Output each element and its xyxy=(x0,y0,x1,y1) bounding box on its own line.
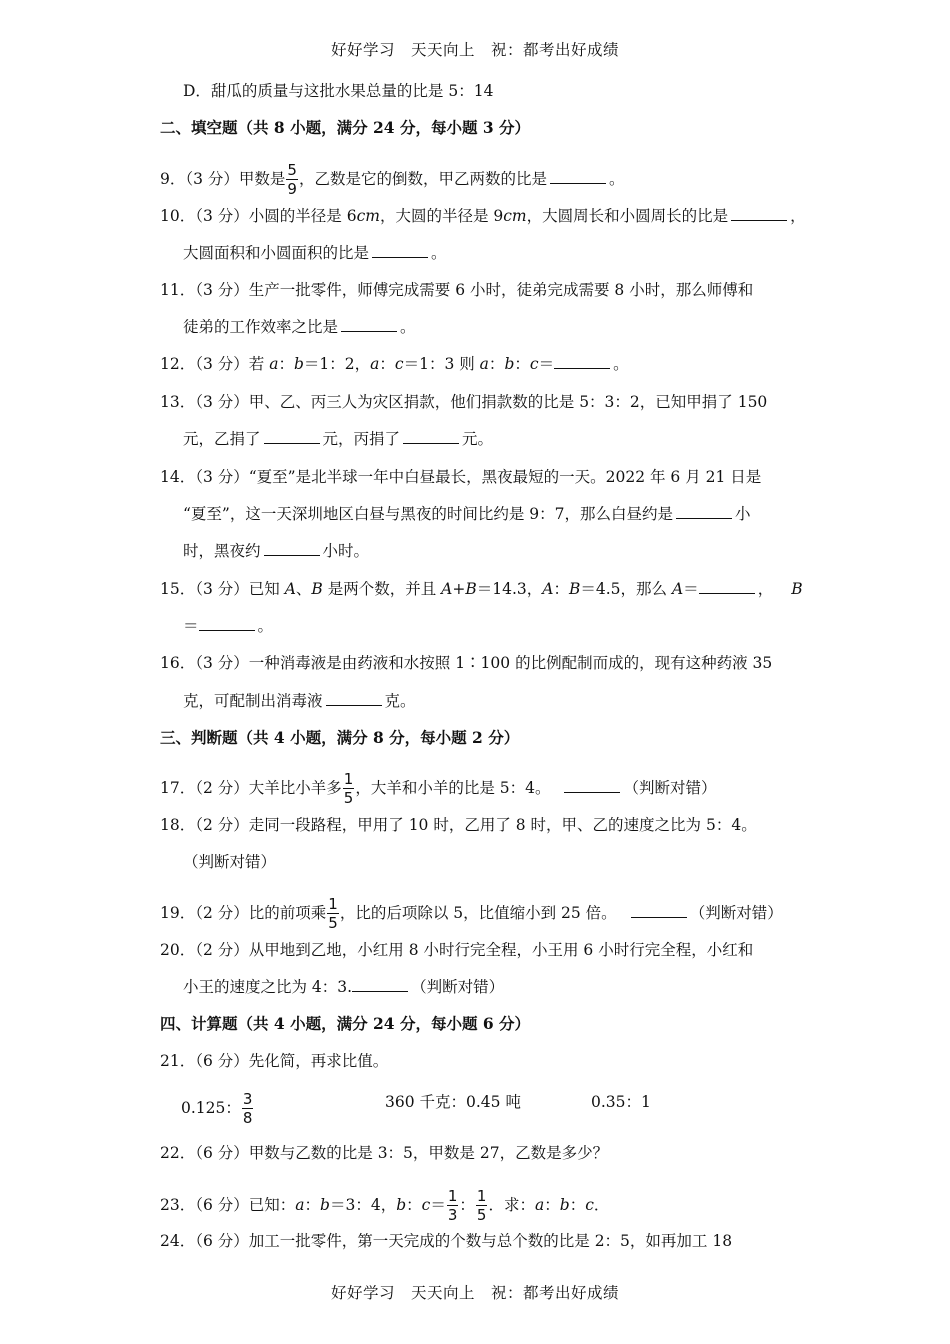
question-20-line1 xyxy=(160,939,753,961)
question-15-line1 xyxy=(160,578,803,600)
q23-colon: ： xyxy=(459,1196,475,1214)
question-17 xyxy=(160,772,716,806)
q14-answer-blank-1[interactable] xyxy=(676,504,732,519)
page-footer xyxy=(0,1281,950,1303)
question-10-line2 xyxy=(183,242,447,264)
q23-frac1-den: 3 xyxy=(447,1206,458,1224)
question-21-line1 xyxy=(160,1050,388,1072)
q11-line1-text: 11．（3 分）生产一批零件，师傅完成需要 6 小时，徒弟完成需要 8 小时，那么师傅和 xyxy=(160,281,754,299)
q15-var-A: A xyxy=(542,580,554,598)
q19-fraction xyxy=(327,897,339,931)
q15-text: ＝14.3， xyxy=(476,580,543,598)
section2-title-text: 二、填空题（共 8 小题，满分 24 分，每小题 3 分） xyxy=(160,118,531,137)
q11-line2-end: 。 xyxy=(400,318,416,336)
q21-frac-den: 8 xyxy=(242,1109,253,1127)
question-16-line1 xyxy=(160,652,772,674)
section3-title-text: 三、判断题（共 4 小题，满分 8 分，每小题 2 分） xyxy=(160,728,520,747)
q23-var-c: c xyxy=(585,1196,594,1214)
q12-var-a: a xyxy=(370,355,380,373)
question-12 xyxy=(160,353,629,375)
question-15-line2 xyxy=(183,615,273,637)
question-23 xyxy=(160,1189,609,1223)
q15-line2-equals: ＝ xyxy=(183,617,199,635)
q15-var-B: B xyxy=(791,580,803,598)
q9-text-b: ，乙数是它的倒数，甲乙两数的比是 xyxy=(298,170,547,188)
question-20-line2 xyxy=(183,976,504,998)
q12-colon: ： xyxy=(514,355,530,373)
q12-var-a: a xyxy=(269,355,279,373)
q17-answer-blank[interactable] xyxy=(564,778,620,793)
q21-expr2-text: 360 千克：0.45 吨 xyxy=(385,1093,521,1111)
q23-colon: ： xyxy=(304,1196,321,1214)
q8-option-d-text: D．甜瓜的质量与这批水果总量的比是 5：14 xyxy=(183,82,494,100)
q20-line2-text: 小王的速度之比为 4：3. xyxy=(183,978,353,996)
q12-colon: ： xyxy=(379,355,395,373)
header-motto-mid: 天天向上 xyxy=(410,41,475,59)
header-motto-left: 好好学习 xyxy=(330,41,395,59)
q10-line2-end: 。 xyxy=(431,244,447,262)
q21-expr1-fraction xyxy=(242,1092,254,1126)
q13-answer-blank-2[interactable] xyxy=(403,429,459,444)
q20-line2-end: （判断对错） xyxy=(411,978,505,996)
question-13-line1 xyxy=(160,391,767,413)
question-18-line1 xyxy=(160,814,757,836)
question-10-line1 xyxy=(160,205,806,227)
q17-frac-den: 5 xyxy=(343,789,354,807)
q21-expression-3 xyxy=(591,1091,651,1113)
q12-var-b: b xyxy=(293,355,304,373)
footer-motto-left: 好好学习 xyxy=(330,1284,395,1302)
question-24-line1 xyxy=(160,1230,732,1252)
q12-colon: ： xyxy=(488,355,505,373)
question-13-line2 xyxy=(183,428,493,450)
q23-var-b: b xyxy=(320,1196,330,1214)
q12-equals: ＝ xyxy=(538,355,555,373)
q12-var-c: c xyxy=(529,355,539,373)
q23-frac1-num: 1 xyxy=(447,1187,458,1205)
q23-frac2-den: 5 xyxy=(476,1206,487,1224)
q15-var-A: A xyxy=(284,580,296,598)
q12-var-b: b xyxy=(504,355,515,373)
q19-frac-den: 5 xyxy=(328,914,338,932)
q13-line2-text-b: 元，丙捐了 xyxy=(322,430,401,448)
q9-frac-den: 9 xyxy=(287,180,297,198)
q13-answer-blank-1[interactable] xyxy=(264,429,320,444)
q11-answer-blank[interactable] xyxy=(341,317,397,332)
q13-line2-text-a: 元，乙捐了 xyxy=(183,430,261,448)
q15-var-B: B xyxy=(465,580,477,598)
q15-var-A: A xyxy=(671,580,684,598)
q19-text-c: （判断对错） xyxy=(689,904,783,922)
q15-var-A: A xyxy=(441,580,453,598)
q10-text-c: ，大圆周长和小圆周长的比是 xyxy=(526,207,729,225)
q23-colon: ： xyxy=(406,1196,422,1214)
question-19 xyxy=(160,897,783,931)
footer-motto-right: 祝：都考出好成绩 xyxy=(491,1284,620,1302)
section4-title-text: 四、计算题（共 4 小题，满分 24 分，每小题 6 分） xyxy=(160,1014,531,1033)
q16-line1-text: 16．（3 分）一种消毒液是由药液和水按照 1∶100 的比例配制而成的，现有这种药液 35 xyxy=(160,654,773,672)
q18-line1-text: 18．（2 分）走同一段路程，甲用了 10 时，乙用了 8 时，甲、乙的速度之比为 5：4。 xyxy=(160,816,757,834)
q19-text-a: 19．（2 分）比的前项乘 xyxy=(160,904,327,922)
q15-answer-blank-2[interactable] xyxy=(199,616,255,631)
q11-line2-text: 徒弟的工作效率之比是 xyxy=(183,318,339,336)
q15-text: 、 xyxy=(295,580,312,598)
q23-text: 23．（6 分）已知： xyxy=(160,1196,296,1214)
section3-title xyxy=(160,727,519,749)
q21-line1-text: 21．（6 分）先化简，再求比值。 xyxy=(160,1052,389,1070)
q22-text: 22．（6 分）甲数与乙数的比是 3：5，甲数是 27，乙数是多少？ xyxy=(160,1144,609,1162)
q23-var-b: b xyxy=(559,1196,570,1214)
q21-expr3-text: 0.35：1 xyxy=(591,1093,651,1111)
q17-frac-num: 1 xyxy=(343,770,354,788)
q23-colon: ： xyxy=(544,1196,560,1214)
q14-line2-text: “夏至”，这一天深圳地区白昼与黑夜的时间比约是 9：7，那么白昼约是 xyxy=(183,505,674,523)
q21-frac-num: 3 xyxy=(242,1090,253,1108)
q23-var-b: b xyxy=(396,1196,407,1214)
question-14-line3 xyxy=(183,540,369,562)
section4-title xyxy=(160,1013,530,1035)
q10-text-d: ， xyxy=(790,207,806,225)
q14-line2-end: 小 xyxy=(735,505,751,523)
q9-text-c: 。 xyxy=(608,170,625,188)
q10-unit-1: cm xyxy=(356,207,380,225)
q23-frac2-num: 1 xyxy=(476,1187,487,1205)
header-motto-right: 祝：都考出好成绩 xyxy=(491,41,620,59)
question-22 xyxy=(160,1142,608,1164)
q12-var-a: a xyxy=(479,355,489,373)
q20-answer-blank[interactable] xyxy=(352,977,408,992)
question-11-line2 xyxy=(183,316,416,338)
q15-var-B: B xyxy=(311,580,323,598)
page-header xyxy=(0,38,950,60)
q12-colon: ： xyxy=(278,355,294,373)
question-11-line1 xyxy=(160,279,753,301)
q12-text: ＝1：2， xyxy=(303,355,371,373)
q23-fraction-2 xyxy=(476,1189,488,1223)
question-14-line1 xyxy=(160,466,761,488)
q12-text: 12．（3 分）若 xyxy=(160,355,270,373)
q19-frac-num: 1 xyxy=(328,895,338,913)
q23-text: ．求： xyxy=(488,1196,535,1214)
q17-text-a: 17．（2 分）大羊比小羊多 xyxy=(160,779,342,797)
q21-expr1-text: 0.125： xyxy=(181,1099,241,1117)
q10-line2-text: 大圆面积和小圆面积的比是 xyxy=(183,244,370,262)
q23-var-a: a xyxy=(534,1196,545,1214)
q14-line1-text: 14．（3 分）“夏至”是北半球一年中白昼最长，黑夜最短的一天。2022 年 6 月 21 日是 xyxy=(160,468,762,486)
q9-text-a: 9．（3 分）甲数是 xyxy=(160,170,286,188)
q23-colon: ： xyxy=(569,1196,586,1214)
q17-text-c: （判断对错） xyxy=(623,779,717,797)
q17-fraction xyxy=(343,772,355,806)
q10-text-b: ，大圆的半径是 9 xyxy=(379,207,504,225)
q12-answer-blank[interactable] xyxy=(554,354,610,369)
q16-line2-text: 克，可配制出消毒液 xyxy=(183,692,323,710)
q15-equals: ＝ xyxy=(683,580,699,598)
q10-answer-blank-1[interactable] xyxy=(731,206,787,221)
q15-var-B: B xyxy=(569,580,581,598)
q10-text-a: 10．（3 分）小圆的半径是 6 xyxy=(160,207,357,225)
q12-var-c: c xyxy=(394,355,404,373)
q8-option-d xyxy=(183,80,493,102)
q16-line2-end: 克。 xyxy=(384,692,416,710)
q14-line3-text: 时，黑夜约 xyxy=(183,542,261,560)
question-18-line2 xyxy=(183,851,276,873)
q9-answer-blank[interactable] xyxy=(550,169,606,184)
question-16-line2 xyxy=(183,690,416,712)
q15-comma: ， xyxy=(757,580,774,598)
q23-var-c: c xyxy=(421,1196,431,1214)
q15-colon: ： xyxy=(553,580,569,598)
question-9 xyxy=(160,163,624,197)
q15-plus: + xyxy=(452,580,466,598)
q15-line2-end: 。 xyxy=(257,617,274,635)
q13-line2-text-c: 元。 xyxy=(462,430,494,448)
q15-text: 是两个数，并且 xyxy=(322,580,442,598)
section2-title xyxy=(160,117,530,139)
q23-var-a: a xyxy=(295,1196,305,1214)
question-14-line2 xyxy=(183,503,751,525)
q23-end: ． xyxy=(593,1196,610,1214)
q19-answer-blank[interactable] xyxy=(631,903,687,918)
q16-answer-blank[interactable] xyxy=(326,691,382,706)
q23-text: ＝3：4， xyxy=(329,1196,397,1214)
q24-line1-text: 24．（6 分）加工一批零件，第一天完成的个数与总个数的比是 2：5，如再加工 18 xyxy=(160,1232,733,1250)
q19-text-b: ，比的后项除以 5，比值缩小到 25 倍。 xyxy=(339,904,617,922)
q10-answer-blank-2[interactable] xyxy=(372,243,428,258)
q21-expression-1 xyxy=(181,1092,254,1126)
q21-expression-2 xyxy=(385,1091,521,1113)
q15-text: ＝4.5，那么 xyxy=(580,580,672,598)
q9-fraction xyxy=(286,163,298,197)
q15-text: 15．（3 分）已知 xyxy=(160,580,285,598)
q10-unit-2: cm xyxy=(503,207,527,225)
q13-line1-text: 13．（3 分）甲、乙、丙三人为灾区捐款，他们捐款数的比是 5：3：2，已知甲捐了 150 xyxy=(160,393,768,411)
footer-motto-mid: 天天向上 xyxy=(410,1284,475,1302)
q9-frac-num: 5 xyxy=(287,161,297,179)
q14-answer-blank-2[interactable] xyxy=(264,541,320,556)
q17-text-b: ，大羊和小羊的比是 5：4。 xyxy=(355,779,551,797)
q12-end: 。 xyxy=(613,355,629,373)
q18-line2-text: （判断对错） xyxy=(183,853,277,871)
q20-line1-text: 20．（2 分）从甲地到乙地，小红用 8 小时行完全程，小王用 6 小时行完全程，小红和 xyxy=(160,941,754,959)
q12-text: ＝1：3 则 xyxy=(403,355,480,373)
q23-equals: ＝ xyxy=(430,1196,446,1214)
q14-line3-end: 小时。 xyxy=(322,542,370,560)
q23-fraction-1 xyxy=(447,1189,459,1223)
q15-answer-blank-1[interactable] xyxy=(699,579,755,594)
